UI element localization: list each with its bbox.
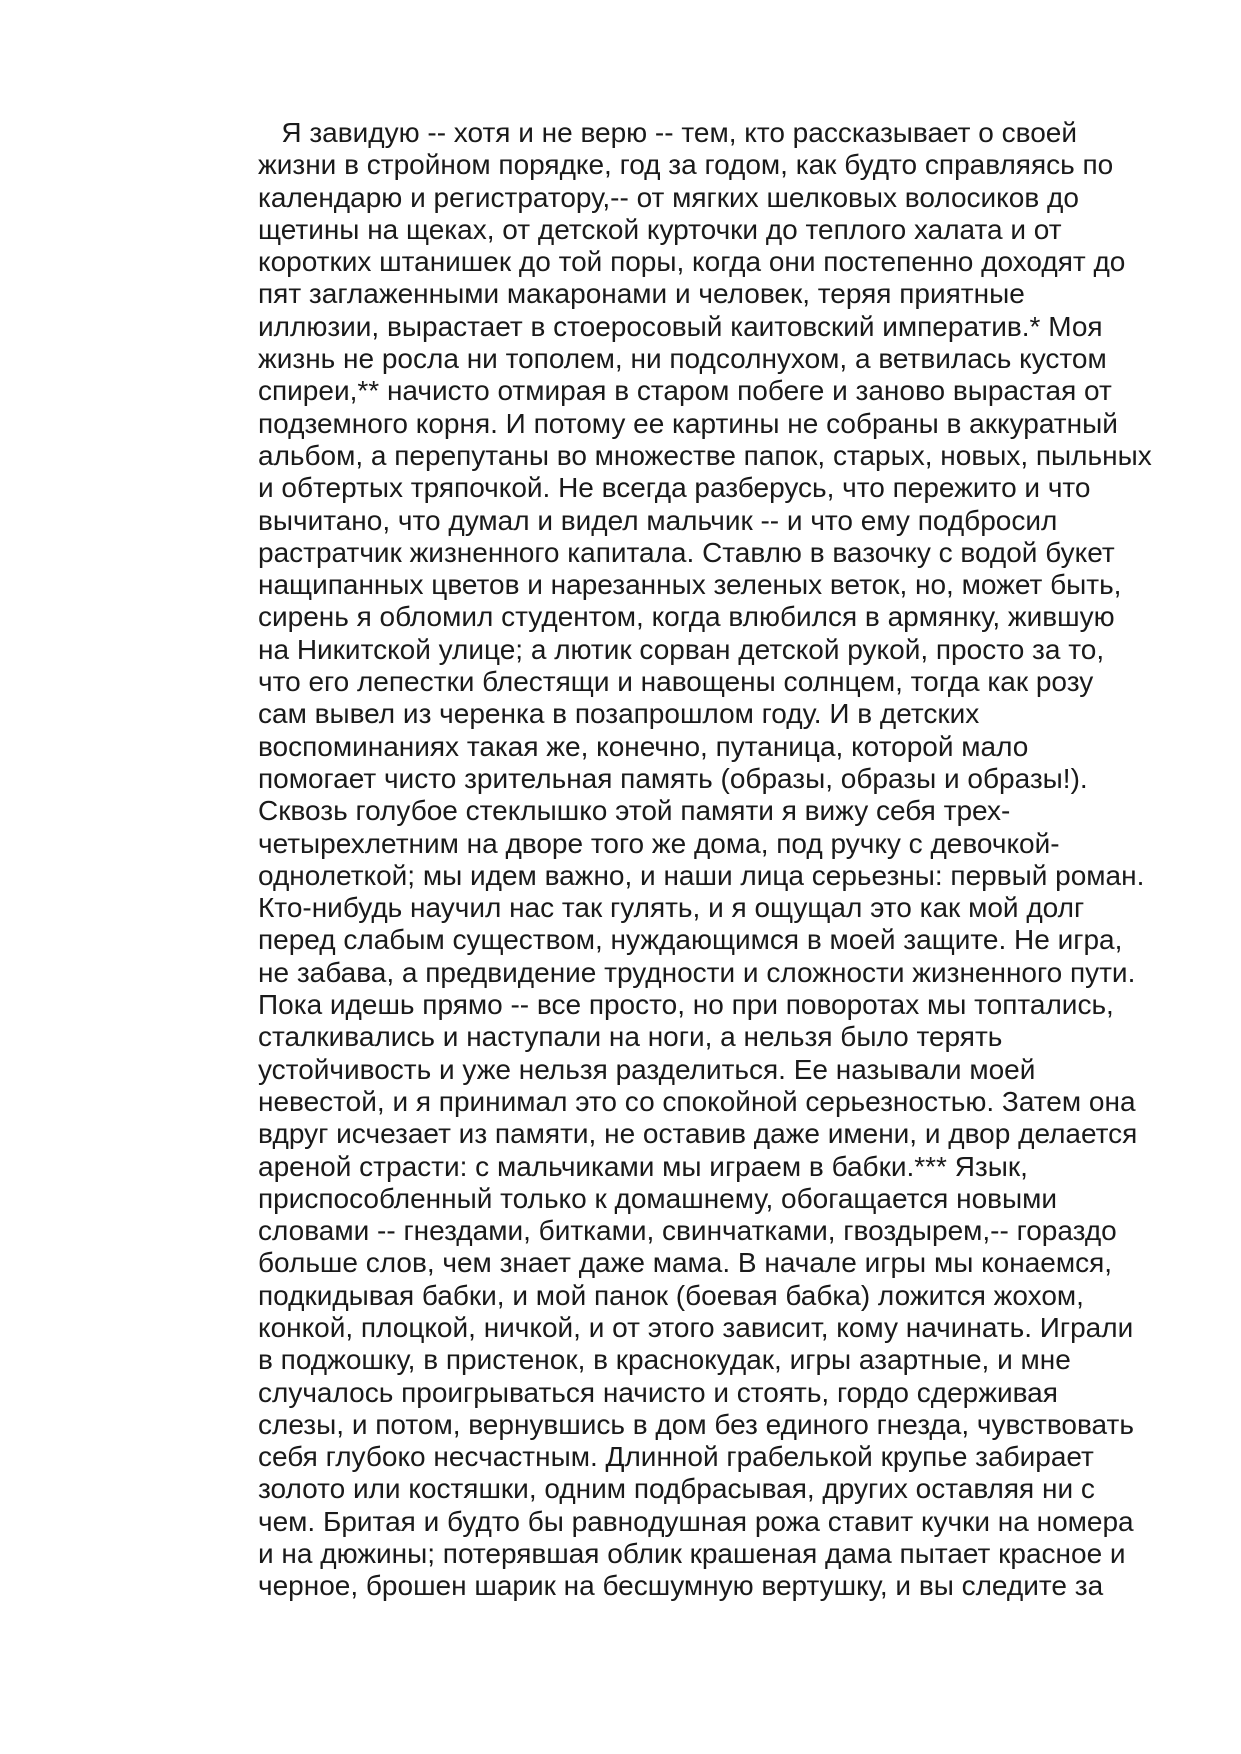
text-line: вычитано, что думал и видел мальчик -- и что ему подбросил [258,504,1058,536]
text-line: растратчик жизненного капитала. Ставлю в вазочку с водой букет [258,536,1115,568]
text-line: что его лепестки блестящи и навощены солнцем, тогда как розу [258,666,1094,698]
text-line: золото или костяшки, одним подбрасывая, других оставляя ни с [258,1473,1095,1505]
text-line: сам вывел из черенка в позапрошлом году. И в детских [258,698,980,730]
text-line: коротких штанишек до той поры, когда они постепенно доходят до [258,246,1126,278]
text-line: пят заглаженными макаронами и человек, теряя приятные [258,278,1025,310]
text-line: в поджошку, в пристенок, в краснокудак, игры азартные, и мне [258,1344,1071,1376]
text-line: четырехлетним на дворе того же дома, под ручку с девочкой- [258,827,1060,859]
text-line: нащипанных цветов и нарезанных зеленых веток, но, может быть, [258,569,1122,601]
text-line: иллюзии, вырастает в стоеросовый каитовский императив.* Моя [258,310,1103,342]
text-line: Сквозь голубое стеклышко этой памяти я вижу себя трех- [258,795,1011,827]
text-line: календарю и регистратору,-- от мягких шелковых волосиков до [258,181,1079,213]
text-line: на Никитской улице; а лютик сорван детской рукой, просто за то, [258,633,1105,665]
text-line: Я завидую -- хотя и не верю -- тем, кто рассказывает о своей [258,117,1077,148]
text-line: невестой, и я принимал это со спокойной серьезностью. Затем она [258,1085,1136,1117]
text-line: сталкивались и наступали на ноги, а нельзя было терять [258,1021,1003,1053]
text-line: устойчивость и уже нельзя разделиться. Ее называли моей [258,1053,1036,1085]
text-line: и обтертых тряпочкой. Не всегда разберусь, что пережито и что [258,472,1091,504]
text-line: жизнь не росла ни тополем, ни подсолнухом, а ветвилась кустом [258,343,1107,375]
text-line: помогает чисто зрительная память (образы, образы и образы!). [258,762,1088,794]
text-line: случалось проигрываться начисто и стоять, гордо сдерживая [258,1376,1058,1408]
text-line: альбом, а перепутаны во множестве папок, старых, новых, пыльных [258,439,1152,471]
text-line: подкидывая бабки, и мой панок (боевая бабка) ложится жохом, [258,1279,1084,1311]
text-line: больше слов, чем знает даже мама. В начале игры мы конаемся, [258,1247,1113,1279]
text-line: перед слабым существом, нуждающимся в моей защите. Не игра, [258,924,1123,956]
text-line: ареной страсти: с мальчиками мы играем в бабки.*** Язык, [258,1150,1028,1182]
text-line: конкой, плоцкой, ничкой, и от этого зависит, кому начинать. Играли [258,1311,1134,1343]
text-line: чем. Бритая и будто бы равнодушная рожа ставит кучки на номера [258,1505,1134,1537]
text-line: себя глубоко несчастным. Длинной грабелькой крупье забирает [258,1441,1094,1473]
text-line: щетины на щеках, от детской курточки до теплого халата и от [258,213,1062,245]
text-line: Пока идешь прямо -- все просто, но при поворотах мы топтались, [258,989,1114,1021]
text-line: подземного корня. И потому ее картины не собраны в аккуратный [258,407,1118,439]
text-line: вдруг исчезает из памяти, не оставив даже имени, и двор делается [258,1118,1138,1150]
text-line: словами -- гнездами, битками, свинчатками, гвоздырем,-- гораздо [258,1215,1117,1247]
text-line: однолеткой; мы идем важно, и наши лица серьезны: первый роман. [258,859,1145,891]
text-line: приспособленный только к домашнему, обогащается новыми [258,1182,1058,1214]
text-line: сирень я обломил студентом, когда влюбился в армянку, жившую [258,601,1115,633]
text-line: воспоминаниях такая же, конечно, путаница, которой мало [258,730,1029,762]
body-text [258,117,1198,1603]
text-line: слезы, и потом, вернувшись в дом без единого гнезда, чувствовать [258,1408,1134,1440]
text-line: спиреи,** начисто отмирая в старом побеге и заново вырастая от [258,375,1112,407]
text-line: Кто-нибудь научил нас так гулять, и я ощущал это как мой долг [258,892,1085,924]
text-line: не забава, а предвидение трудности и сложности жизненного пути. [258,956,1136,988]
text-line: черное, брошен шарик на бесшумную вертушку, и вы следите за [258,1570,1104,1602]
text-line: и на дюжины; потерявшая облик крашеная дама пытает красное и [258,1538,1126,1570]
text-line: жизни в стройном порядке, год за годом, как будто справляясь по [258,149,1114,181]
